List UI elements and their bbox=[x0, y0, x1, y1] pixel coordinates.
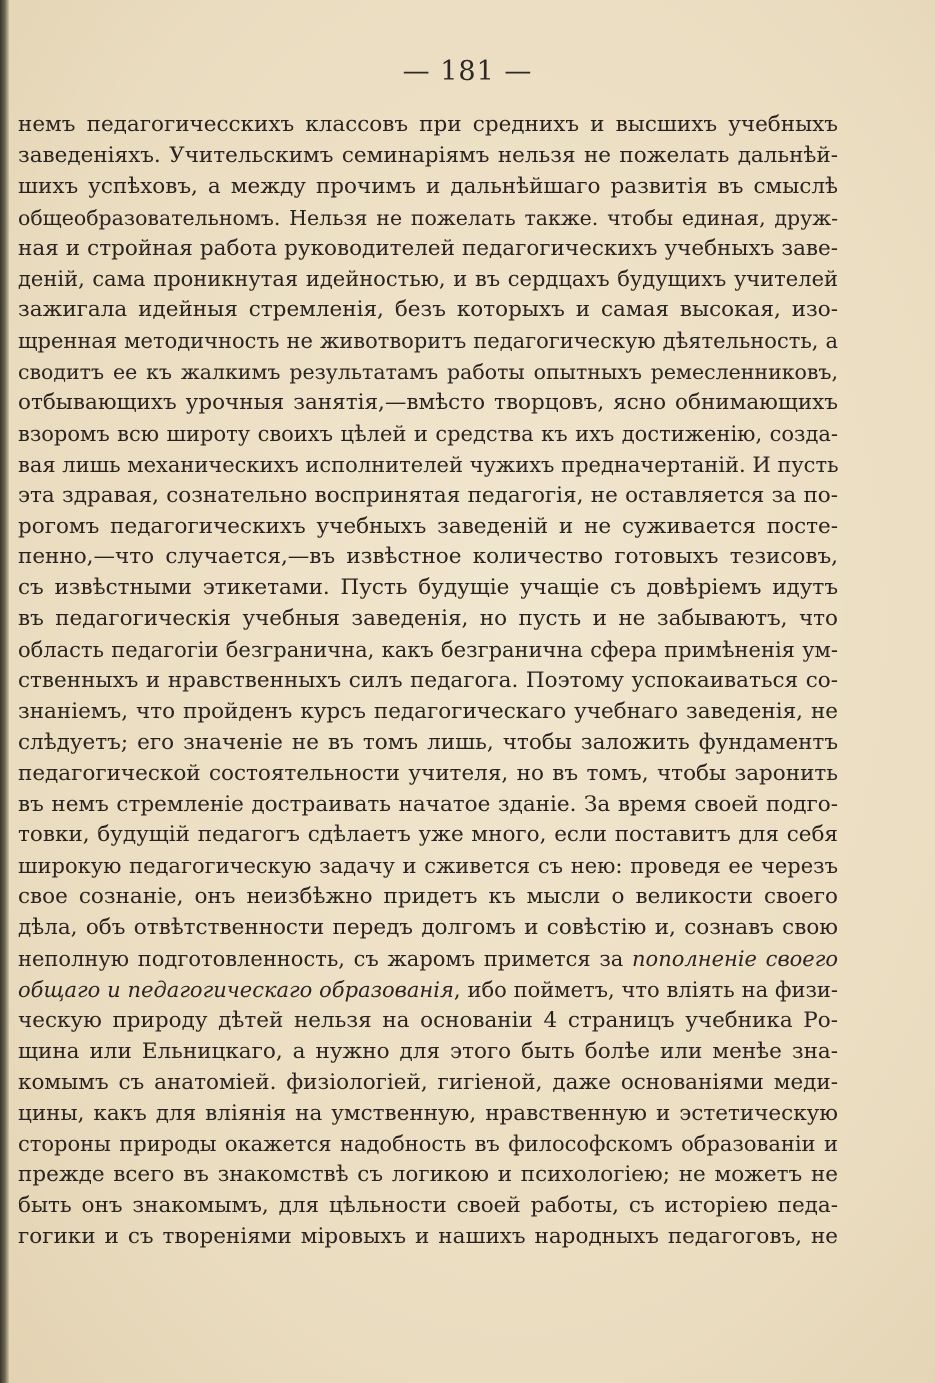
text-line bbox=[18, 419, 838, 450]
line-text: знаніемъ, что пройденъ курсъ педагогическаго учебнаго заведенія, не bbox=[18, 698, 838, 724]
page-number: — 181 — bbox=[402, 56, 533, 87]
line-text: щина или Ельницкаго, а нужно для этого быть болѣе или менѣе зна- bbox=[18, 1038, 838, 1064]
text-line bbox=[18, 851, 838, 882]
text-line bbox=[18, 975, 838, 1006]
line-text: сводитъ ее къ жалкимъ результатамъ работы опытныхъ ремесленниковъ, bbox=[18, 360, 838, 385]
text-line bbox=[18, 110, 838, 141]
line-text: ная и стройная работа руководителей педагогическихъ учебныхъ заве- bbox=[18, 235, 838, 261]
text-line bbox=[18, 1037, 838, 1068]
text-line bbox=[18, 1006, 838, 1037]
line-text: рогомъ педагогическихъ учебныхъ заведеній и не суживается посте- bbox=[18, 513, 838, 539]
line-text: прежде всего въ знакомствѣ съ логикою и психологіею; не можетъ не bbox=[18, 1162, 838, 1188]
line-text: ственныхъ и нравственныхъ силъ педагога. Поэтому успокаиваться со- bbox=[18, 668, 838, 694]
text-line bbox=[18, 635, 838, 666]
line-text: щренная методичность не животворитъ педагогическую дѣятельность, а bbox=[18, 329, 838, 354]
line-text: зажигала идейныя стремленія, безъ которыхъ и самая высокая, изо- bbox=[18, 297, 838, 323]
line-text: заведеніяхъ. Учительскимъ семинаріямъ нельзя не пожелать дальнѣй- bbox=[18, 142, 838, 168]
line-text: вая лишь механическихъ исполнителей чужихъ предначертаній. И пусть bbox=[18, 452, 838, 477]
line-text: въ немъ стремленіе достраивать начатое зданіе. За время своей подго- bbox=[18, 791, 838, 817]
text-line bbox=[18, 1068, 838, 1099]
text-line bbox=[18, 203, 838, 234]
text-line bbox=[18, 697, 838, 728]
text-line bbox=[18, 604, 838, 635]
binding-edge bbox=[0, 0, 9, 1383]
text-line bbox=[18, 913, 838, 944]
line-text: взоромъ всю широту своихъ цѣлей и средства къ ихъ достиженію, созда- bbox=[18, 421, 838, 446]
text-line bbox=[18, 357, 838, 388]
line-text: деній, сама проникнутая идейностью, и въ сердцахъ будущихъ учителей bbox=[18, 267, 838, 292]
text-line bbox=[18, 944, 838, 975]
text-line bbox=[18, 1160, 838, 1191]
text-line bbox=[18, 326, 838, 357]
line-text: стороны природы окажется надобность въ философскомъ образованіи и bbox=[18, 1132, 838, 1157]
text-line bbox=[18, 759, 838, 790]
text-line bbox=[18, 542, 838, 573]
text-line bbox=[18, 172, 838, 203]
text-line bbox=[18, 141, 838, 172]
line-text: дѣла, объ отвѣтственности передъ долгомъ и совѣстію и, сознавъ свою bbox=[18, 915, 838, 941]
text-line bbox=[18, 388, 838, 419]
line-text: слѣдуетъ; его значеніе не въ томъ лишь, чтобы заложить фундаментъ bbox=[18, 729, 838, 755]
text-line bbox=[18, 573, 838, 604]
line-text: общеобразовательномъ. Нельзя не пожелать также. чтобы единая, друж- bbox=[18, 205, 838, 230]
line-text: въ педагогическія учебныя заведенія, но пусть и не забываютъ, что bbox=[18, 606, 838, 632]
text-line bbox=[18, 234, 838, 265]
text-line bbox=[18, 450, 838, 481]
text-line bbox=[18, 481, 838, 512]
text-line bbox=[18, 1099, 838, 1130]
text-line bbox=[18, 666, 838, 697]
line-text: эта здравая, сознательно воспринятая педагогія, не оставляется за по- bbox=[18, 482, 838, 508]
line-text: немъ педагогичесскихъ классовъ при среднихъ и высшихъ учебныхъ bbox=[18, 112, 838, 137]
line-text: пенно,—что случается,—въ извѣстное количество готовыхъ тезисовъ, bbox=[18, 544, 838, 570]
text-line bbox=[18, 264, 838, 295]
line-text: комымъ съ анатоміей. физіологіей, гигіеной, даже основаніями меди- bbox=[18, 1069, 838, 1095]
text-line bbox=[18, 1191, 838, 1222]
line-text: отбывающихъ урочныя занятія,—вмѣсто творцовъ, ясно обнимающихъ bbox=[18, 390, 838, 416]
line-text: педагогической состоятельности учителя, но въ томъ, чтобы заронить bbox=[18, 760, 838, 786]
line-text: ческую природу дѣтей нельзя на основаніи 4 страницъ учебника Ро- bbox=[18, 1007, 838, 1033]
line-text: шихъ успѣховъ, а между прочимъ и дальнѣйшаго развитія въ смыслѣ bbox=[18, 173, 838, 199]
line-text: область педагогіи безгранична, какъ безгранична сфера примѣненія ум- bbox=[18, 638, 838, 663]
line-text: быть онъ знакомымъ, для цѣльности своей работы, съ исторіею педа- bbox=[18, 1193, 838, 1219]
text-line bbox=[18, 820, 838, 851]
text-line bbox=[18, 1222, 838, 1253]
line-text: свое сознаніе, онъ неизбѣжно придетъ къ мысли о великости своего bbox=[18, 884, 838, 910]
emphasized-text: общаго и педагогическаго образованія bbox=[18, 977, 454, 1002]
line-text: цины, какъ для вліянія на умственную, нравственную и эстетическую bbox=[18, 1100, 838, 1126]
line-text: широкую педагогическую задачу и сживется съ нею: проведя ее черезъ bbox=[18, 854, 838, 879]
line-text: неполную подготовленность, съ жаромъ примется за bbox=[18, 947, 633, 972]
text-line bbox=[18, 512, 838, 543]
text-line bbox=[18, 728, 838, 759]
text-line bbox=[18, 1129, 838, 1160]
text-line bbox=[18, 790, 838, 821]
text-line bbox=[18, 882, 838, 913]
text-line bbox=[18, 295, 838, 326]
line-text: товки, будущій педагогъ сдѣлаетъ уже много, если поставитъ для себя bbox=[18, 822, 838, 848]
line-text: гогики и съ твореніями міровыхъ и нашихъ народныхъ педагоговъ, не bbox=[18, 1224, 838, 1250]
body-text bbox=[18, 110, 838, 1253]
line-text: , ибо пойметъ, что вліять на физи- bbox=[453, 977, 838, 1002]
line-text: съ извѣстными этикетами. Пусть будущіе учащіе съ довѣріемъ идутъ bbox=[18, 575, 838, 601]
emphasized-text: пополненіе своего bbox=[632, 947, 838, 972]
